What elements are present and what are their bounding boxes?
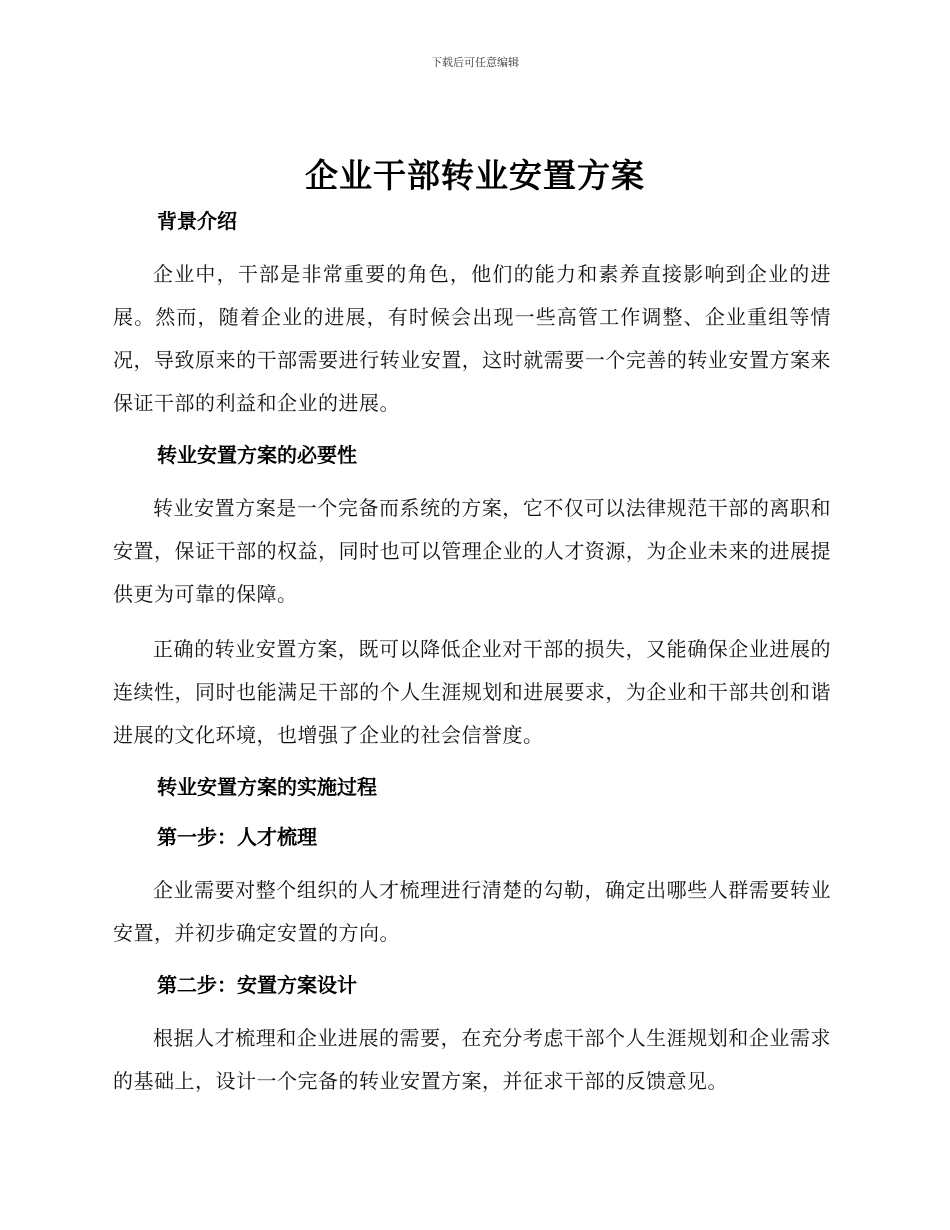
header-note: 下载后可任意编辑 — [431, 56, 519, 69]
document-title: 企业干部转业安置方案 — [305, 156, 645, 195]
document-body — [113, 203, 831, 1103]
step-heading-2: 第二步：安置方案设计 — [157, 973, 357, 997]
paragraph-necessity-1: 转业安置方案是一个完备而系统的方案，它不仅可以法律规范干部的离职和安置，保证干部的权益，同时也可以管理企业的人才资源，为企业未来的进展提供更为可靠的保障。 — [113, 496, 831, 606]
step-heading-1: 第一步：人才梳理 — [157, 825, 317, 849]
section-heading-process: 转业安置方案的实施过程 — [157, 775, 377, 799]
paragraph-step-1: 企业需要对整个组织的人才梳理进行清楚的勾勒，确定出哪些人群需要转业安置，并初步确定安置的方向。 — [113, 878, 831, 945]
paragraph-necessity-2: 正确的转业安置方案，既可以降低企业对干部的损失，又能确保企业进展的连续性，同时也能满足干部的个人生涯规划和进展要求，为企业和干部共创和谐进展的文化环境，也增强了企业的社会信誉度。 — [113, 637, 831, 747]
section-heading-background: 背景介绍 — [157, 209, 237, 233]
paragraph-step-2: 根据人才梳理和企业进展的需要，在充分考虑干部个人生涯规划和企业需求的基础上，设计一个完备的转业安置方案，并征求干部的反馈意见。 — [113, 1026, 831, 1093]
paragraph-background: 企业中，干部是非常重要的角色，他们的能力和素养直接影响到企业的进展。然而，随着企业的进展，有时候会出现一些高管工作调整、企业重组等情况，导致原来的干部需要进行转业安置，这时就需要一个完善的转业安置方案来保证干部的利益和企业的进展。 — [113, 262, 831, 415]
section-heading-necessity: 转业安置方案的必要性 — [157, 443, 357, 467]
